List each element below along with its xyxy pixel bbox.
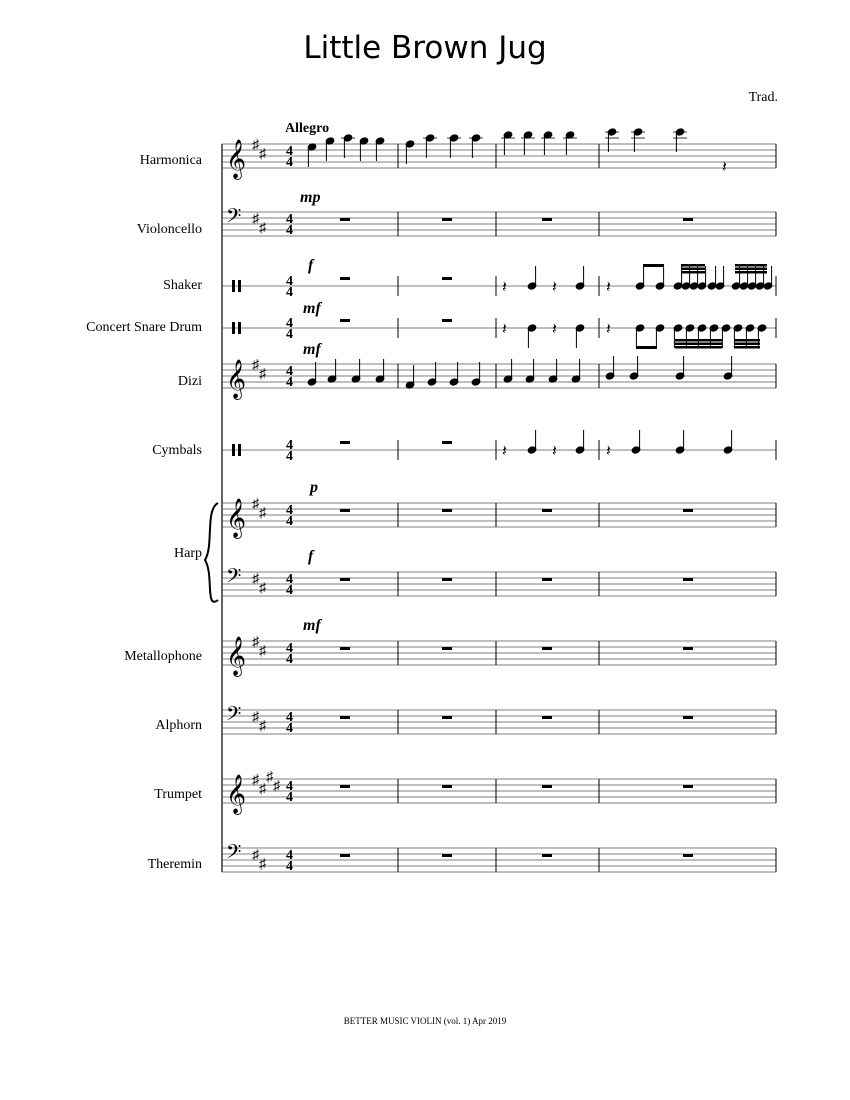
staff-cymbals: [222, 430, 776, 464]
system: [205, 121, 776, 874]
staff-harp-lower: [222, 566, 776, 598]
time-signature-bottom: 4: [286, 223, 293, 238]
time-signature-bottom: 4: [286, 652, 293, 667]
time-signature-top: 4: [286, 503, 293, 518]
whole-rest: [340, 578, 350, 581]
sharp-icon: ♯: [259, 506, 266, 521]
sharp-icon: ♯: [259, 581, 266, 596]
sharp-icon: ♯: [252, 635, 259, 650]
whole-rest: [442, 578, 452, 581]
beam: [636, 346, 657, 349]
time-signature-top: 4: [286, 144, 293, 159]
dynamic-marking: f: [308, 257, 314, 274]
whole-rest: [542, 647, 552, 650]
time-signature-bottom: 4: [286, 285, 293, 300]
time-signature-top: 4: [286, 779, 293, 794]
whole-rest: [442, 319, 452, 322]
whole-rest: [340, 785, 350, 788]
sharp-icon: ♯: [252, 710, 259, 725]
instrument-label-harp: Harp: [174, 546, 202, 561]
time-signature-top: 4: [286, 438, 293, 453]
whole-rest: [542, 218, 552, 221]
percussion-clef-icon: [238, 444, 241, 456]
whole-rest: [683, 785, 693, 788]
quarter-rest: 𝄽: [502, 321, 507, 338]
beam: [675, 346, 722, 349]
quarter-rest: 𝄽: [502, 279, 507, 296]
quarter-rest: 𝄽: [606, 279, 611, 296]
dynamic-marking: f: [308, 548, 314, 565]
sharp-icon: ♯: [259, 857, 266, 872]
sharp-icon: ♯: [266, 770, 273, 785]
beam: [681, 268, 705, 271]
score-title: Little Brown Jug: [303, 30, 547, 66]
whole-rest: [340, 441, 350, 444]
dynamic-marking: mp: [300, 189, 321, 206]
instrument-label-violoncello: Violoncello: [136, 222, 202, 237]
percussion-clef-icon: [232, 280, 235, 292]
instrument-label-theremin: Theremin: [147, 857, 202, 872]
footer-text: BETTER MUSIC VIOLIN (vol. 1) Apr 2019: [343, 1016, 507, 1026]
whole-rest: [340, 854, 350, 857]
beam: [681, 271, 705, 274]
quarter-rest: 𝄽: [606, 321, 611, 338]
staff-alphorn: [222, 704, 776, 736]
whole-rest: [683, 578, 693, 581]
time-signature-top: 4: [286, 274, 293, 289]
bass-clef-icon: 𝄢: [226, 842, 242, 868]
whole-rest: [683, 218, 693, 221]
whole-rest: [683, 854, 693, 857]
beam: [643, 264, 664, 267]
time-signature-top: 4: [286, 212, 293, 227]
whole-rest: [442, 854, 452, 857]
treble-clef-icon: 𝄞: [226, 141, 247, 178]
staff-trumpet: [222, 770, 776, 815]
instrument-label-cymbals: Cymbals: [152, 443, 202, 458]
sharp-icon: ♯: [259, 221, 266, 236]
sharp-icon: ♯: [252, 358, 259, 373]
percussion-clef-icon: [232, 322, 235, 334]
whole-rest: [340, 277, 350, 280]
time-signature-top: 4: [286, 316, 293, 331]
beam: [734, 346, 760, 349]
beam: [734, 339, 760, 342]
beam: [681, 264, 705, 267]
percussion-clef-icon: [238, 322, 241, 334]
quarter-rest: 𝄽: [552, 443, 557, 460]
percussion-clef-icon: [232, 444, 235, 456]
composer: Trad.: [748, 90, 778, 105]
treble-clef-icon: 𝄞: [226, 776, 247, 813]
time-signature-bottom: 4: [286, 859, 293, 874]
staff-theremin: [222, 842, 776, 874]
staff-violoncello: [222, 206, 776, 238]
sharp-icon: ♯: [259, 367, 266, 382]
sharp-icon: ♯: [252, 212, 259, 227]
time-signature-bottom: 4: [286, 790, 293, 805]
instrument-label-trumpet: Trumpet: [154, 787, 202, 802]
whole-rest: [340, 509, 350, 512]
quarter-rest: 𝄽: [552, 279, 557, 296]
whole-rest: [442, 716, 452, 719]
instrument-label-metallophone: Metallophone: [124, 649, 202, 664]
time-signature-bottom: 4: [286, 583, 293, 598]
beam: [675, 339, 722, 342]
sharp-icon: ♯: [273, 779, 280, 794]
whole-rest: [340, 319, 350, 322]
time-signature-bottom: 4: [286, 327, 293, 342]
whole-rest: [340, 218, 350, 221]
whole-rest: [442, 277, 452, 280]
staff-shaker: [222, 264, 776, 300]
dynamic-marking: mf: [303, 300, 321, 317]
time-signature-bottom: 4: [286, 721, 293, 736]
time-signature-top: 4: [286, 641, 293, 656]
treble-clef-icon: 𝄞: [226, 638, 247, 675]
instrument-label-dizi: Dizi: [177, 374, 202, 389]
time-signature-top: 4: [286, 848, 293, 863]
sharp-icon: ♯: [252, 572, 259, 587]
instrument-label-shaker: Shaker: [163, 278, 202, 293]
beam: [675, 343, 722, 346]
time-signature-bottom: 4: [286, 155, 293, 170]
whole-rest: [340, 647, 350, 650]
whole-rest: [683, 716, 693, 719]
whole-rest: [442, 647, 452, 650]
sharp-icon: ♯: [259, 644, 266, 659]
sharp-icon: ♯: [259, 719, 266, 734]
dynamic-marking: mf: [303, 341, 321, 358]
whole-rest: [542, 854, 552, 857]
sharp-icon: ♯: [259, 147, 266, 162]
sharp-icon: ♯: [252, 138, 259, 153]
quarter-rest: 𝄽: [722, 159, 727, 176]
whole-rest: [542, 716, 552, 719]
sharp-icon: ♯: [259, 782, 266, 797]
whole-rest: [442, 218, 452, 221]
bass-clef-icon: 𝄢: [226, 206, 242, 232]
staff-dizi: [222, 356, 776, 400]
whole-rest: [442, 785, 452, 788]
sharp-icon: ♯: [252, 848, 259, 863]
quarter-rest: 𝄽: [502, 443, 507, 460]
whole-rest: [340, 716, 350, 719]
bass-clef-icon: 𝄢: [226, 704, 242, 730]
instrument-label-snare: Concert Snare Drum: [86, 320, 202, 335]
tempo-marking: Allegro: [285, 121, 330, 136]
harp-brace: [205, 503, 218, 602]
whole-rest: [442, 441, 452, 444]
beam: [734, 343, 760, 346]
sharp-icon: ♯: [252, 497, 259, 512]
bass-clef-icon: 𝄢: [226, 566, 242, 592]
quarter-rest: 𝄽: [552, 321, 557, 338]
whole-rest: [542, 509, 552, 512]
whole-rest: [542, 578, 552, 581]
whole-rest: [442, 509, 452, 512]
quarter-rest: 𝄽: [606, 443, 611, 460]
sharp-icon: ♯: [252, 773, 259, 788]
time-signature-top: 4: [286, 572, 293, 587]
time-signature-bottom: 4: [286, 449, 293, 464]
staff-harp-upper: [222, 497, 776, 539]
time-signature-top: 4: [286, 364, 293, 379]
whole-rest: [683, 509, 693, 512]
staff-metallophone: [222, 635, 776, 677]
whole-rest: [683, 647, 693, 650]
whole-rest: [542, 785, 552, 788]
time-signature-bottom: 4: [286, 375, 293, 390]
treble-clef-icon: 𝄞: [226, 500, 247, 537]
time-signature-top: 4: [286, 710, 293, 725]
dynamic-marking: mf: [303, 617, 321, 634]
instrument-label-alphorn: Alphorn: [155, 718, 202, 733]
treble-clef-icon: 𝄞: [226, 361, 247, 398]
instrument-label-harmonica: Harmonica: [139, 153, 202, 168]
dynamic-marking: p: [310, 479, 318, 496]
time-signature-bottom: 4: [286, 514, 293, 529]
percussion-clef-icon: [238, 280, 241, 292]
